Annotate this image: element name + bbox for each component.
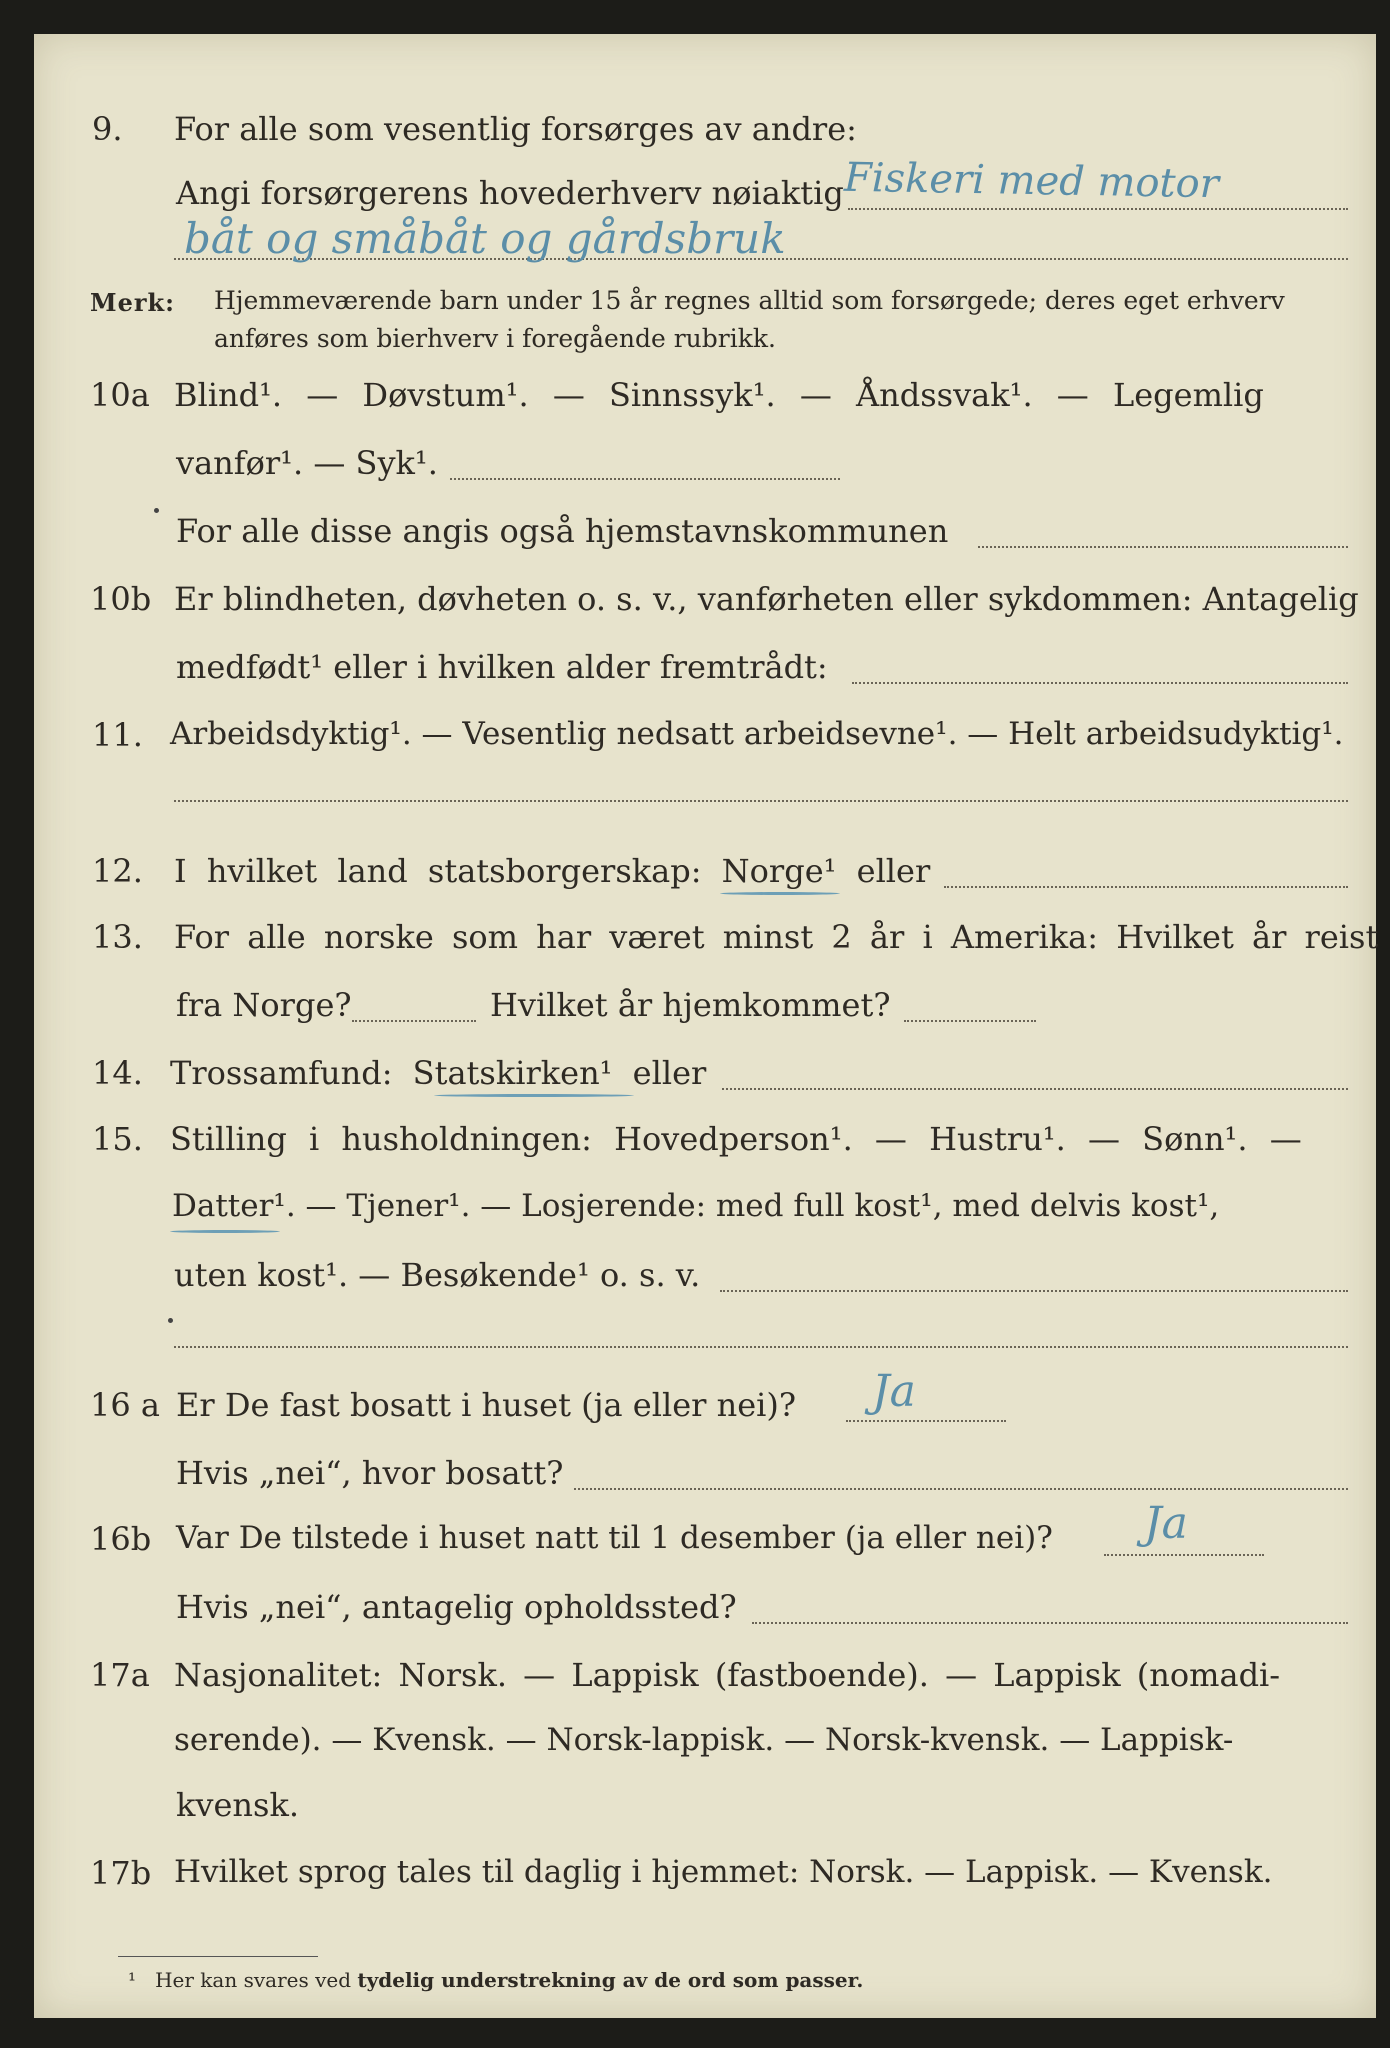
question-15-line4 [34, 1312, 1376, 1358]
answer-dotted-line [574, 1488, 1348, 1490]
question-text: Er De fast bosatt i huset (ja eller nei)? [176, 1386, 797, 1424]
question-text: serende). — Kvensk. — Norsk-lappisk. — Norsk-kvensk. — Lappisk- [174, 1722, 1234, 1758]
answer-dotted-line [720, 1290, 1348, 1292]
question-12 [34, 852, 1376, 898]
answer-dotted-line [174, 1346, 1348, 1348]
answer-dotted-line [1104, 1554, 1264, 1556]
question-text: Hvis „nei“, hvor bosatt? [176, 1454, 564, 1492]
answer-dotted-line [852, 682, 1348, 684]
question-17a-line2 [34, 1722, 1376, 1768]
question-number: 14. [92, 1054, 143, 1092]
question-text: Arbeidsdyktig¹. — Vesentlig nedsatt arbeidsevne¹. — Helt arbeidsudyktig¹. [170, 716, 1344, 752]
question-text: Hvis „nei“, antagelig opholdssted? [176, 1588, 737, 1626]
question-text: uten kost¹. — Besøkende¹ o. s. v. [174, 1256, 701, 1294]
question-text: For alle norske som har været minst 2 år i Amerika: Hvilket år reist [174, 918, 1379, 956]
question-10b-line2 [34, 648, 1376, 694]
note-label: Merk: [90, 288, 175, 317]
question-text: fra Norge? [176, 986, 352, 1024]
question-text: Var De tilstede i huset natt til 1 desember (ja eller nei)? [176, 1520, 1053, 1556]
question-15-line2 [34, 1188, 1376, 1234]
handwritten-underline [720, 892, 840, 895]
question-number: 15. [92, 1120, 143, 1158]
question-17a-line3 [34, 1786, 1376, 1832]
footnote-bold-text: tydelig understrekning av de ord som passer. [357, 1968, 864, 1992]
question-number: 13. [92, 918, 143, 956]
question-number: 16 a [90, 1386, 160, 1424]
answer-dotted-line [352, 1020, 476, 1022]
question-text: Datter¹. — Tjener¹. — Losjerende: med full kost¹, med delvis kost¹, [172, 1188, 1220, 1224]
question-14 [34, 1054, 1376, 1100]
question-text: Er blindheten, døvheten o. s. v., vanførheten eller sykdommen: Antagelig [174, 580, 1359, 618]
note-text: anføres som bierhverv i foregående rubrikk. [214, 324, 776, 353]
question-number: 16b [90, 1520, 152, 1558]
answer-dotted-line [450, 478, 840, 480]
handwritten-underline [434, 1094, 634, 1097]
handwritten-answer: Fiskeri med motor [843, 154, 1220, 208]
answer-dotted-line [944, 886, 1348, 888]
answer-dotted-line [904, 1020, 1036, 1022]
question-number: 10b [90, 580, 152, 618]
answer-dotted-line [174, 800, 1348, 802]
question-number: 17a [90, 1656, 150, 1694]
question-16b [34, 1498, 1376, 1566]
question-text: vanfør¹. — Syk¹. [176, 444, 438, 482]
note-text: Hjemmeværende barn under 15 år regnes alltid som forsørgede; deres eget erhverv [214, 286, 1285, 315]
answer-dotted-line [846, 1420, 1006, 1422]
question-17b [34, 1854, 1376, 1900]
question-9-line3 [34, 214, 1376, 270]
question-text: For alle disse angis også hjemstavnskommunen [176, 512, 949, 550]
question-number: 17b [90, 1854, 152, 1892]
question-number: 12. [92, 852, 143, 890]
question-10a-line3 [34, 512, 1376, 558]
question-text: medfødt¹ eller i hvilken alder fremtrådt: [176, 648, 828, 686]
question-10b [34, 580, 1376, 626]
question-number: 9. [92, 110, 123, 148]
note-merk-line2 [34, 324, 1376, 370]
question-17a [34, 1656, 1376, 1702]
answer-dotted-line [978, 546, 1348, 548]
question-16a-line2 [34, 1454, 1376, 1500]
question-text: Angi forsørgerens hovederhverv nøiaktig [176, 174, 844, 212]
question-16a [34, 1366, 1376, 1432]
question-text: Blind¹. — Døvstum¹. — Sinnssyk¹. — Åndssvak¹. — Legemlig [174, 376, 1264, 414]
footnote [128, 1968, 863, 1992]
question-13 [34, 918, 1379, 964]
footnote-rule [118, 1956, 318, 1957]
question-text: kvensk. [176, 1786, 299, 1824]
question-11-line2 [34, 766, 1376, 812]
question-number: 10a [90, 376, 150, 414]
question-text: Stilling i husholdningen: Hovedperson¹. — Hustru¹. — Sønn¹. — [170, 1120, 1302, 1158]
answer-dotted-line [848, 208, 1348, 210]
question-text: I hvilket land statsborgerskap: Norge¹ eller [174, 852, 931, 890]
question-number: 11. [92, 716, 143, 754]
question-15-line3 [34, 1256, 1376, 1302]
census-form-page [34, 34, 1379, 2018]
handwritten-underline [170, 1230, 280, 1233]
footnote-text: Her kan svares ved [155, 1968, 352, 1992]
answer-dotted-line [722, 1088, 1348, 1090]
question-text: For alle som vesentlig forsørges av andre: [174, 110, 857, 148]
handwritten-answer: båt og småbåt og gårdsbruk [184, 214, 786, 263]
answer-dotted-line [752, 1622, 1348, 1624]
question-11 [34, 716, 1376, 762]
question-text: Trossamfund: Statskirken¹ eller [170, 1054, 707, 1092]
handwritten-answer: Ja [872, 1366, 916, 1417]
footnote-mark: ¹ [128, 1968, 137, 1992]
question-text: Nasjonalitet: Norsk. — Lappisk (fastboende). — Lappisk (nomadi- [174, 1656, 1281, 1694]
question-10a-line2 [34, 444, 1376, 490]
question-text: Hvilket år hjemkommet? [490, 986, 891, 1024]
question-10a [34, 376, 1376, 422]
handwritten-answer: Ja [1144, 1498, 1188, 1549]
question-16b-line2 [34, 1588, 1376, 1634]
question-text: Hvilket sprog tales til daglig i hjemmet: Norsk. — Lappisk. — Kvensk. [174, 1854, 1273, 1890]
question-9 [34, 110, 1376, 156]
question-13-line2 [34, 986, 1376, 1032]
question-15 [34, 1120, 1376, 1166]
